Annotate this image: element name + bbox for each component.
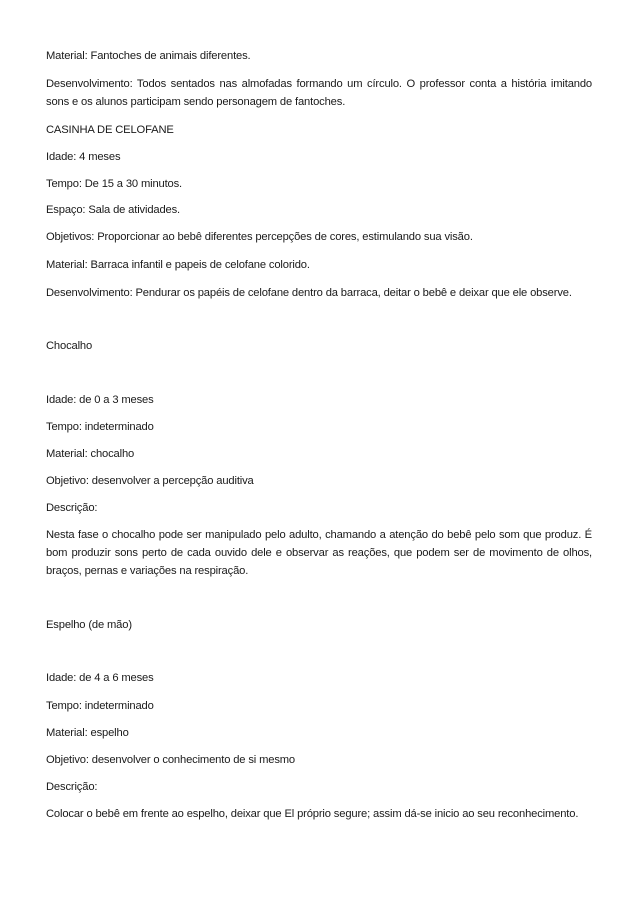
espelho-tempo: Tempo: indeterminado — [46, 700, 154, 712]
material-fantoches: Material: Fantoches de animais diferentes. — [46, 50, 251, 62]
casinha-desenvolvimento: Desenvolvimento: Pendurar os papéis de celofane dentro da barraca, deitar o bebê e deixar que ele observe. — [46, 287, 572, 299]
casinha-title: CASINHA DE CELOFANE — [46, 124, 174, 136]
espelho-idade: Idade: de 4 a 6 meses — [46, 672, 154, 684]
casinha-idade: Idade: 4 meses — [46, 151, 121, 163]
casinha-material: Material: Barraca infantil e papeis de celofane colorido. — [46, 259, 310, 271]
chocalho-descricao: Nesta fase o chocalho pode ser manipulado pelo adulto, chamando a atenção do bebê pelo som que produz. É bom produzir sons perto de cada ouvido dele e observar as reações, que podem ser de movimento de olhos, braços, pernas e variações na respiração. — [46, 529, 592, 578]
chocalho-objetivo: Objetivo: desenvolver a percepção auditiva — [46, 475, 254, 487]
espelho-descricao: Colocar o bebê em frente ao espelho, deixar que El próprio segure; assim dá-se inicio ao seu reconhecimento. — [46, 808, 579, 820]
casinha-objetivos: Objetivos: Proporcionar ao bebê diferentes percepções de cores, estimulando sua visão. — [46, 231, 473, 243]
desenvolvimento-fantoches: Desenvolvimento: Todos sentados nas almofadas formando um círculo. O professor conta a história imitando sons e os alunos participam sendo personagem de fantoches. — [46, 78, 592, 109]
casinha-tempo: Tempo: De 15 a 30 minutos. — [46, 178, 183, 190]
chocalho-material: Material: chocalho — [46, 448, 135, 460]
chocalho-tempo: Tempo: indeterminado — [46, 421, 154, 433]
chocalho-idade: Idade: de 0 a 3 meses — [46, 394, 154, 406]
chocalho-title: Chocalho — [46, 340, 93, 352]
casinha-espaco: Espaço: Sala de atividades. — [46, 204, 181, 216]
espelho-objetivo: Objetivo: desenvolver o conhecimento de si mesmo — [46, 754, 295, 766]
chocalho-descricao-label: Descrição: — [46, 502, 98, 514]
espelho-descricao-label: Descrição: — [46, 781, 98, 793]
espelho-material: Material: espelho — [46, 727, 129, 739]
espelho-title: Espelho (de mão) — [46, 619, 132, 631]
